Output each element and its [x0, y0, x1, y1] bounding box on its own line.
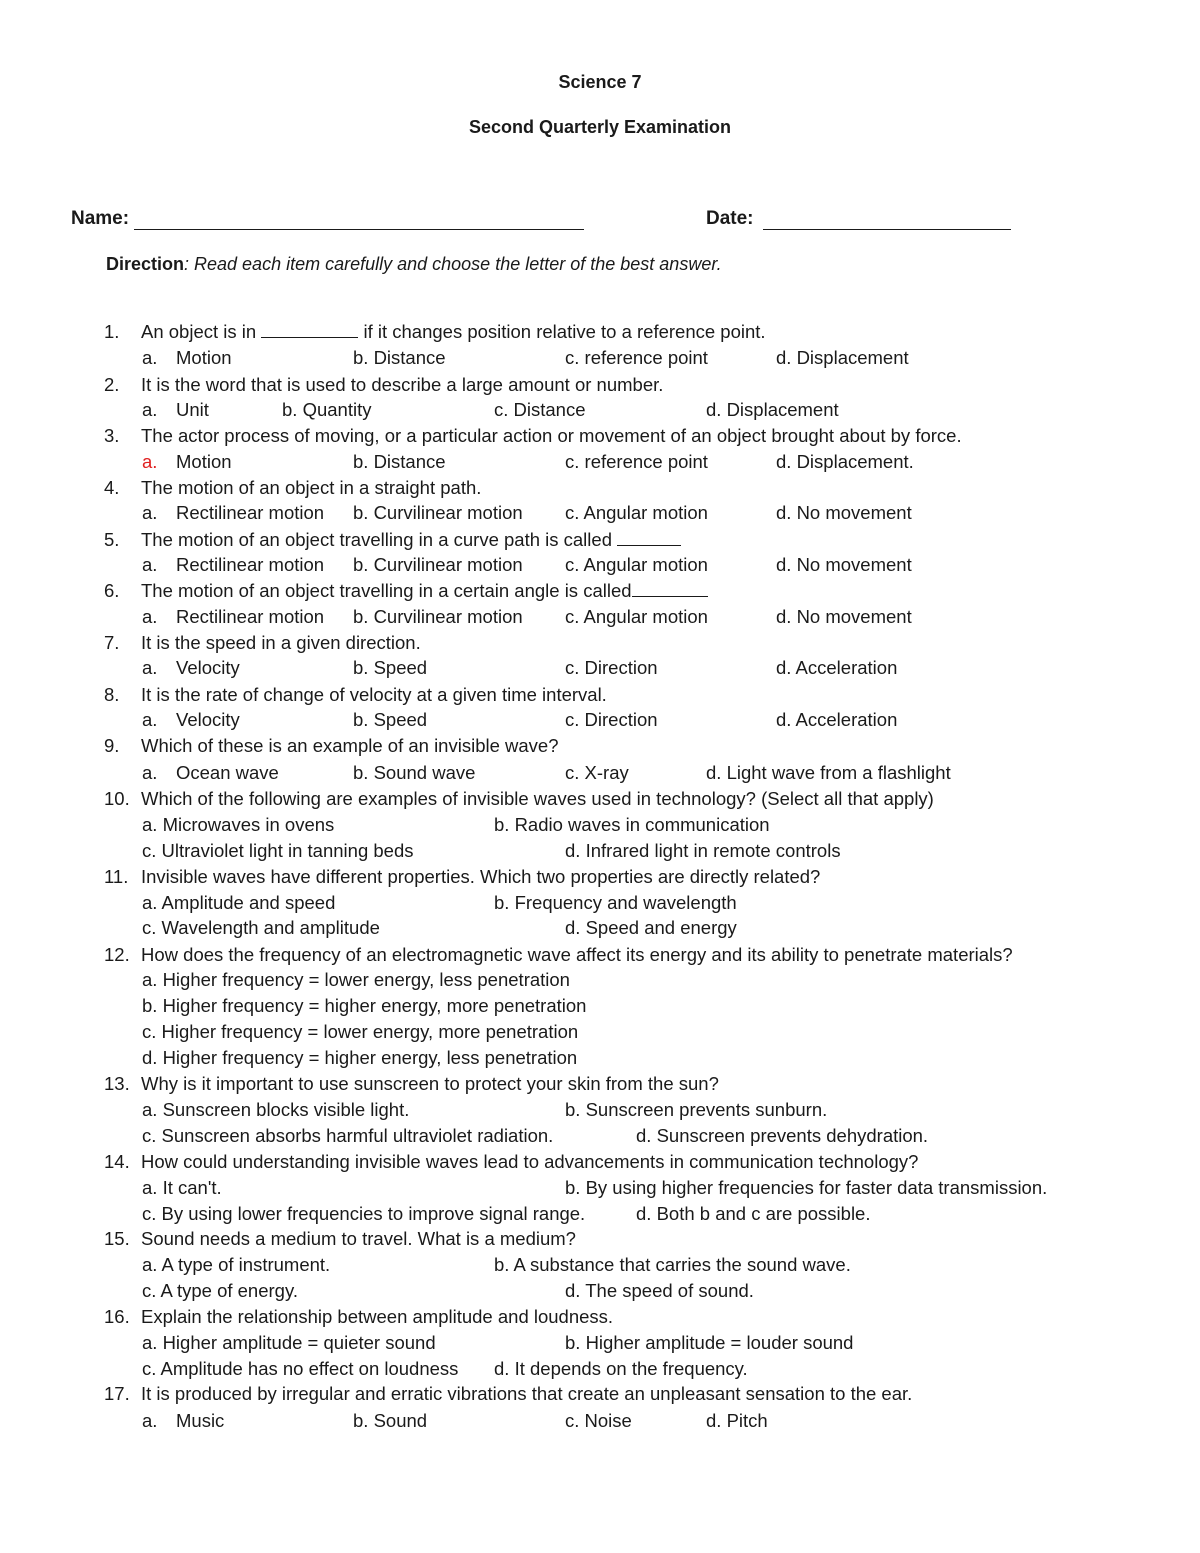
- question-text: It is the speed in a given direction.: [141, 632, 421, 653]
- option-c[interactable]: c. Angular motion: [565, 606, 708, 627]
- option-d[interactable]: d. Pitch: [706, 1410, 768, 1431]
- question-text: The motion of an object in a straight path.: [141, 477, 482, 498]
- option-d[interactable]: d. Acceleration: [776, 657, 898, 678]
- option-c[interactable]: c. Noise: [565, 1410, 632, 1431]
- option-d[interactable]: d. The speed of sound.: [565, 1280, 754, 1301]
- option-c[interactable]: c. Sunscreen absorbs harmful ultraviolet radiation.: [142, 1125, 554, 1146]
- option-a[interactable]: Velocity: [176, 709, 240, 730]
- option-b[interactable]: b. Radio waves in communication: [494, 814, 770, 835]
- option-b[interactable]: b. Sunscreen prevents sunburn.: [565, 1099, 828, 1120]
- option-b[interactable]: b. Higher amplitude = louder sound: [565, 1332, 854, 1353]
- option-a[interactable]: Ocean wave: [176, 762, 279, 783]
- name-field[interactable]: [134, 229, 584, 230]
- question-text: Which of these is an example of an invisible wave?: [141, 735, 559, 756]
- option-b[interactable]: b. Distance: [353, 451, 446, 472]
- option-c[interactable]: c. A type of energy.: [142, 1280, 298, 1301]
- option-b[interactable]: b. Curvilinear motion: [353, 606, 523, 627]
- direction-text: : Read each item carefully and choose the letter of the best answer.: [184, 254, 722, 274]
- exam-subtitle: Second Quarterly Examination: [468, 117, 732, 137]
- question-number: 6.: [104, 580, 120, 601]
- question-number: 4.: [104, 477, 120, 498]
- option-a[interactable]: Velocity: [176, 657, 240, 678]
- answer-blank[interactable]: [261, 322, 358, 338]
- question-number: 10.: [104, 788, 130, 809]
- question-number: 16.: [104, 1306, 130, 1327]
- question-text: How could understanding invisible waves lead to advancements in communication technology?: [141, 1151, 919, 1172]
- option-a[interactable]: Rectilinear motion: [176, 502, 325, 523]
- option-a[interactable]: a. Microwaves in ovens: [142, 814, 335, 835]
- option-d[interactable]: d. It depends on the frequency.: [494, 1358, 748, 1379]
- option-b[interactable]: b. Higher frequency = higher energy, more penetration: [142, 995, 587, 1016]
- name-label: Name:: [71, 208, 130, 229]
- option-c[interactable]: c. Distance: [494, 399, 586, 420]
- option-c[interactable]: c. Angular motion: [565, 554, 708, 575]
- option-d[interactable]: d. Higher frequency = higher energy, less penetration: [142, 1047, 578, 1068]
- option-b[interactable]: b. A substance that carries the sound wave.: [494, 1254, 851, 1275]
- question-number: 11.: [104, 866, 129, 887]
- direction: [106, 254, 722, 275]
- option-b[interactable]: b. Quantity: [282, 399, 372, 420]
- question-number: 14.: [104, 1151, 130, 1172]
- option-d[interactable]: d. Displacement.: [776, 451, 914, 472]
- page-title: Science 7: [558, 72, 642, 92]
- question-number: 1.: [104, 321, 120, 342]
- option-c[interactable]: c. Amplitude has no effect on loudness: [142, 1358, 459, 1379]
- question-number: 15.: [104, 1228, 130, 1249]
- option-b[interactable]: b. Speed: [353, 657, 428, 678]
- question-text: How does the frequency of an electromagnetic wave affect its energy and its ability to penetrate materials?: [141, 944, 1013, 965]
- question-text: Which of the following are examples of invisible waves used in technology? (Select all that apply): [141, 788, 934, 809]
- question-text: The motion of an object travelling in a certain angle is called: [141, 580, 708, 602]
- option-d[interactable]: d. Sunscreen prevents dehydration.: [636, 1125, 929, 1146]
- question-text: Sound needs a medium to travel. What is a medium?: [141, 1228, 576, 1249]
- option-a[interactable]: a. Higher frequency = lower energy, less penetration: [142, 969, 570, 990]
- option-b[interactable]: b. Sound: [353, 1410, 428, 1431]
- option-letter[interactable]: a.: [142, 502, 158, 523]
- option-a[interactable]: Motion: [176, 347, 232, 368]
- question-number: 13.: [104, 1073, 130, 1094]
- option-c[interactable]: c. By using lower frequencies to improve signal range.: [142, 1203, 586, 1224]
- option-b[interactable]: b. Distance: [353, 347, 446, 368]
- question-text: The actor process of moving, or a particular action or movement of an object brought about by force.: [141, 425, 962, 446]
- option-c[interactable]: c. Direction: [565, 657, 658, 678]
- option-d[interactable]: d. Displacement: [706, 399, 839, 420]
- option-a[interactable]: Music: [176, 1410, 225, 1431]
- option-c[interactable]: c. reference point: [565, 347, 708, 368]
- option-letter-marked[interactable]: a.: [142, 451, 158, 472]
- question-number: 9.: [104, 735, 120, 756]
- option-d[interactable]: d. Light wave from a flashlight: [706, 762, 951, 783]
- option-c[interactable]: c. Ultraviolet light in tanning beds: [142, 840, 414, 861]
- option-c[interactable]: c. Angular motion: [565, 502, 708, 523]
- option-d[interactable]: d. No movement: [776, 554, 912, 575]
- option-letter[interactable]: a.: [142, 657, 158, 678]
- option-a[interactable]: a. Higher amplitude = quieter sound: [142, 1332, 436, 1353]
- answer-blank[interactable]: [632, 581, 708, 597]
- question-text: Invisible waves have different properties. Which two properties are directly related?: [141, 866, 821, 887]
- option-a[interactable]: a. Amplitude and speed: [142, 892, 336, 913]
- date-field[interactable]: [763, 229, 1011, 230]
- question-text: It is the rate of change of velocity at a given time interval.: [141, 684, 607, 705]
- option-d[interactable]: d. Infrared light in remote controls: [565, 840, 841, 861]
- question-text: The motion of an object travelling in a curve path is called: [141, 529, 681, 551]
- option-b[interactable]: b. Speed: [353, 709, 428, 730]
- option-d[interactable]: d. Both b and c are possible.: [636, 1203, 871, 1224]
- option-c[interactable]: c. Higher frequency = lower energy, more penetration: [142, 1021, 579, 1042]
- option-letter[interactable]: a.: [142, 709, 158, 730]
- option-a[interactable]: Unit: [176, 399, 209, 420]
- question-number: 5.: [104, 529, 120, 550]
- question-number: 8.: [104, 684, 120, 705]
- option-a[interactable]: Rectilinear motion: [176, 606, 325, 627]
- option-d[interactable]: d. Speed and energy: [565, 917, 737, 938]
- question-text: Explain the relationship between amplitude and loudness.: [141, 1306, 614, 1327]
- option-letter[interactable]: a.: [142, 347, 158, 368]
- option-d[interactable]: d. No movement: [776, 502, 912, 523]
- question-number: 2.: [104, 374, 120, 395]
- question-text: An object is in if it changes position relative to a reference point.: [141, 321, 766, 342]
- option-a[interactable]: Motion: [176, 451, 232, 472]
- option-d[interactable]: d. Acceleration: [776, 709, 898, 730]
- direction-label: Direction: [106, 254, 185, 274]
- question-text: It is produced by irregular and erratic vibrations that create an unpleasant sensation to the ear.: [141, 1383, 913, 1404]
- option-c[interactable]: c. reference point: [565, 451, 708, 472]
- option-c[interactable]: c. Direction: [565, 709, 658, 730]
- option-c[interactable]: c. Wavelength and amplitude: [142, 917, 380, 938]
- question-number: 7.: [104, 632, 120, 653]
- option-b[interactable]: b. Curvilinear motion: [353, 554, 523, 575]
- option-b[interactable]: b. Curvilinear motion: [353, 502, 523, 523]
- option-letter[interactable]: a.: [142, 399, 158, 420]
- question-text: It is the word that is used to describe a large amount or number.: [141, 374, 664, 395]
- question-number: 17.: [104, 1383, 130, 1404]
- question-number: 3.: [104, 425, 120, 446]
- answer-blank[interactable]: [617, 530, 681, 546]
- option-a[interactable]: a. A type of instrument.: [142, 1254, 331, 1275]
- date-label: Date:: [706, 208, 754, 229]
- option-d[interactable]: d. No movement: [776, 606, 912, 627]
- option-b[interactable]: b. Frequency and wavelength: [494, 892, 737, 913]
- option-a[interactable]: a. It can't.: [142, 1177, 222, 1198]
- question-number: 12.: [104, 944, 130, 965]
- option-letter[interactable]: a.: [142, 606, 158, 627]
- option-c[interactable]: c. X-ray: [565, 762, 629, 783]
- option-b[interactable]: b. By using higher frequencies for faster data transmission.: [565, 1177, 1048, 1198]
- option-letter[interactable]: a.: [142, 554, 158, 575]
- question-text: Why is it important to use sunscreen to protect your skin from the sun?: [141, 1073, 719, 1094]
- option-b[interactable]: b. Sound wave: [353, 762, 476, 783]
- option-a[interactable]: Rectilinear motion: [176, 554, 325, 575]
- option-d[interactable]: d. Displacement: [776, 347, 909, 368]
- option-letter[interactable]: a.: [142, 1410, 158, 1431]
- option-letter[interactable]: a.: [142, 762, 158, 783]
- option-a[interactable]: a. Sunscreen blocks visible light.: [142, 1099, 410, 1120]
